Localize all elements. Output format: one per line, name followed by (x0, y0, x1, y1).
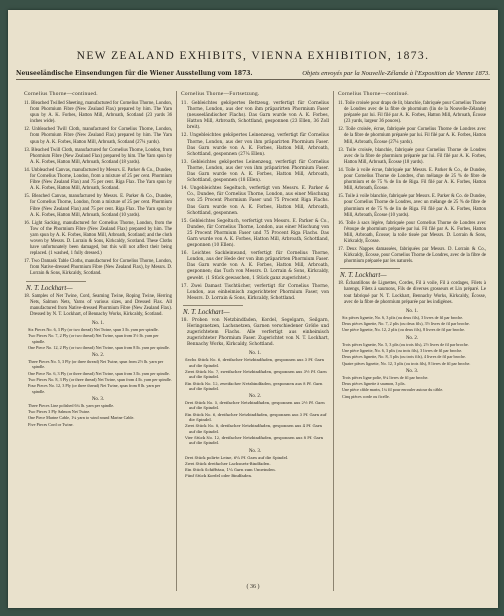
number-heading: No. 1. (405, 308, 419, 314)
list-item: Two Pieces No. 7, 2 Ply (or two thread) Net Twine, spun from 3½ lb. yarn per spindle. (28, 333, 159, 344)
exhibit-entry: 17. Two Damask Table Cloths, manufactured for Cornelius Thorne, London, from Native-dressed Phormium Fibre (New Zealand Flax), by Messrs. D. Lorrain & Sons, Kirkcaldy, Scotland. (24, 259, 172, 277)
page-title: NEW ZEALAND EXHIBITS, VIENNA EXHIBITION, 1873. (76, 50, 430, 62)
section-heading: N. T. Lockhart— (26, 281, 86, 292)
list-item: Deux pièces lignette, No. 7, 2 plis (ou deux fils), 3½ livres de fil par broche. (342, 321, 470, 327)
exhibit-entry: 13. Toile croisée, blanchie, fabriquée pour Cornelius Thorne de Londres avec de la fibre de phormium préparée par lui. Fil filé par A. K. Forbes, Hatton Mill, Arbroath, Écosse (18 yards). (338, 147, 486, 165)
column-heading: Cornelius Thorne—continué. (338, 91, 409, 97)
columns (20, 91, 490, 591)
list-item: Sechs Stück No. 6, dreifacher Netzbindfaden, gesponnen aus 3 Pf. Garn auf die Spindel. (185, 357, 325, 368)
list-item: Vier Stück No. 12, dreifacher Netzbindfaden, gesponnen aus 8 Pf. Garn auf die Spindel. (185, 434, 324, 446)
list-item: Quatre pièces lignette, No. 12, 3 plis (ou trois fils), 8 livres de fil par broche. (342, 360, 471, 366)
number-heading: No. 2. (405, 335, 419, 341)
page-header (16, 50, 490, 80)
page-number: ( 36 ) (246, 584, 260, 590)
list-item: Cinq pièces corde ou ficelle. (342, 393, 390, 399)
list-item: Fünf Stück Kordel oder Bindfaden. (185, 473, 253, 479)
list-item: Deux pièces lignette à saumon, 3 plis. (342, 381, 406, 387)
exhibit-entry: 18. Samples of Net Twine, Cord, Seaming Twine, Roping Twine, Herring Nets, Salmon Nets, Yarns of various sizes, and Dressed Flax. All manufactured from Native-dressed Phormium Fibre (New Zealand Flax). Dressed by N. T. Lockhart, of Bennachy Works, Kirkcaldy, Scotland. (24, 293, 172, 317)
exhibit-entry: 14. Ungebleichtes Segeltuch, verfertigt von Messrs. E. Parker & Co., Dundee, für Cornelius Thorne, London, aus einer Mischung von 25 Procent Phormium Faser und 75 Procent Riga Flachs. Das Garn wurde von A. K. Forbes, Hatton Mill, Arbroath, Schottland, gesponnen. (181, 186, 329, 216)
list-item: Six Pieces No. 6, 3 Ply (or two thread) Net Twine, spun 3 lb. yarn per spindle. (28, 326, 159, 332)
number-heading: No. 2. (248, 394, 262, 400)
list-item: Zwei Stück dreifacher Lachsnetz-Bindfaden. (185, 460, 271, 466)
exhibit-entry: 18. Proben von Netzbindfaden, Kordel, Segelgarn, Seilgarn, Heringsnetzen, Lachsnetzen, Garnen verschiedener Größe und zugerichtetem Flachs. Alle verfertigt aus einheimisch zugerichteter Phormium Faser. Zugerichtet von N. T. Lockhart, Bennachy Works, Kirkcaldy, Schottland. (181, 317, 329, 348)
list-item: Five Pieces Cord or Twine. (28, 421, 74, 427)
french-subtitle: Objets envoyés par la Nouvelle-Zélande à l'Exposition de Vienne 1873. (302, 70, 490, 77)
german-subtitle: Neuseeländische Einsendungen für die Wiener Ausstellung vom 1873. (16, 70, 253, 77)
list-item: Une pièce lignette, No. 12, 2 plis (ou deux fils), 8 livres de fil par broche. (342, 327, 466, 333)
exhibit-entry: 11. Toile croisée pour draps de lit, blanchie, fabriquée pour Cornelius Thorne de Londres avec de la fibre de phormium (lin de la Nouvelle-Zélande) préparée par lui. Fil filé par A. K. Forbes, Hatton Mill, Arbroath, Écosse (23 yards, largeur 36 pouces). (338, 101, 486, 125)
column-heading: Cornelius Thorne—Fortsetzung. (181, 91, 260, 97)
exhibit-entry: 12. Toile croisée, écrue, fabriquée pour Cornelius Thorne de Londres avec de la fibre de phormium préparée par lui. Fil filé par A. K. Forbes, Hatton Mill, Arbroath, Écosse (27¼ yards). (338, 127, 486, 145)
exhibit-entry: 16. Toile à sacs légère, fabriquée pour Cornelius Thorne de Londres avec l'étoupe de phormium préparée par lui. Fil filé par A. K. Forbes, Hatton Mill, Arbroath, Écosse; la toile tissée par Messrs. D. Lorrain & Sons, Kirkcaldy, Écosse. (338, 220, 486, 244)
column-heading: Cornelius Thorne—continued. (24, 91, 98, 97)
list-item: Three Pieces No. 5, 3 Ply (or three thread) Net Twine, spun from 2½ lb. yarn per spindle. (28, 359, 164, 370)
exhibit-entry: 15. Toile à voile blanchie, fabriquée par Messrs. E. Parker & Co. de Dundee, pour Cornelius Thorne de Londres, avec un mélange de 25 % de fibre de phormium et de 75 % de lin de Riga. Fil filé par A. K. Forbes, Hatton Mill, Arbroath, Écosse (10 yards). (338, 194, 486, 218)
subtitle-row (16, 70, 490, 80)
list-item: Ein Stück Schiffstau, 1¼ Garn zum Umwinden. (185, 467, 276, 473)
exhibit-entry: 15. Bleached Canvas, manufactured by Messrs. E. Parker & Co., Dundee, for Cornelius Thorne, London, from a mixture of 25 per cent. Phormium Fibre (New Zealand Flax) and 75 per cent. Riga Flax. The Yarn spun by A. K. Forbes, Hatton Mill, Arbroath, Scotland (10 yards). (24, 194, 172, 218)
list-item: Six pièces lignette, No. 6, 3 plis (ou deux fils), 3 livres de fil par broche. (342, 314, 464, 320)
exhibit-entry: 17. Deux Nappes damassées, fabriquées par Messrs. D. Lorrain & Co., Kirkcaldy, Écosse, pour Cornelius Thorne de Londres, avec de la fibre de phormium préparée par les naturels. (338, 247, 486, 265)
document-page (8, 10, 498, 608)
exhibit-entry: 12. Ungebleichtes geköpertes Leinenzeug, verfertigt für Cornelius Thorne, London, aus der von ihm präparirten Phormium Faser. Das Garn wurde von A. K. Forbes, Hatton Mill, Arbroath, Schottland, gesponnen (27¼ Ellen). (181, 133, 329, 157)
exhibit-entry: 16. Leichtes Sackleinwand, verfertigt für Cornelius Thorne, London, aus der Hede der von ihm präparirten Phormium Faser. Das Garn wurde von A. K. Forbes, Hatton Mill, Arbroath, gesponnen; das Tuch von Messrs. D. Lorrain & Sons, Kirkcaldy, gewebt. (1 Stück gewaschen, 1 Stück ganz zugerichtet.) (181, 251, 329, 281)
list-item: Ein Stück No. 12, zweifacher Netzbindfaden, gesponnen aus 8 Pf. Garn auf die Spindel. (185, 380, 323, 391)
list-item: Two Pieces No. 8, 3 Ply (or three thread) Net Twine, spun from 4 lb. yarn per spindle. (28, 376, 172, 382)
exhibit-entry: 18. Échantillons de Lignettes, Cordes, Fil à voile, Fil à cordages, Filets à harengs, Filets à saumons, Fils de diverses grosseurs et Lin préparé. Le tout fabriqué par N. T. Lockhart, Bennachy Works, Kirkcaldy, Écosse, avec de la fibre de phormium préparée par les indigènes. (338, 281, 486, 305)
number-heading: No. 3. (91, 396, 105, 402)
french-column (333, 91, 490, 591)
exhibit-entry: 14. Toile à voile écrue, fabriquée par Messrs. E. Parker & Co., de Dundee, pour Cornelius Thorne de Londres, d'un mélange de 25 % de fibre de phormium et de 75 % de lin de Riga. Fil filé par A. K. Forbes, Hatton Mill, Arbroath, Écosse. (338, 167, 486, 192)
list-item: Drei Stück polirte Leine, 6¼ Pf. Garn auf die Spindel. (185, 454, 289, 460)
number-heading: No. 3. (405, 368, 419, 374)
list-item: Four Pieces No. 12, 3 Ply (or three thread) Net Twine, spun from 8 lb. yarn per spindle. (28, 383, 161, 394)
list-item: One Piece No. 6, 3 Ply (or three thread) Net Twine, spun from 3 lb. yarn per spindle. (28, 370, 170, 376)
list-item: Trois pièces lignette, No. 5, 3 plis (ou trois fils), 2½ livres de fil par broche. (342, 341, 469, 347)
exhibit-entry: 13. Gebleichtes geköpertes Leinenzeug, verfertigt für Cornelius Thorne, London, aus der von ihm präparirten Phormium Faser. Das Garn wurde von A. K. Forbes, Hatton Mill, Arbroath, Schottland, gesponnen (18 Ellen). (181, 159, 329, 184)
number-heading: No. 1. (248, 351, 262, 357)
list-item: Une pièce lignette, No. 6, 3 plis (ou trois fils), 3 livres de fil par broche. (342, 347, 463, 353)
list-item: One Piece Marine Cable, 1¼ yarn to wind round Marine Cable. (28, 415, 135, 421)
exhibit-entry: 17. Zwei Damast Tischtücher, verfertigt für Cornelius Thorne, London, aus einheimisch zugerichteter Phormium Faser, von Messrs. D. Lorrain & Sons, Kirkcaldy, Schottland. (181, 283, 329, 301)
number-heading: No. 1. (91, 320, 105, 326)
german-column (176, 91, 333, 591)
section-heading: N. T. Lockhart— (340, 268, 400, 279)
section-heading: N. T. Lockhart— (183, 305, 243, 316)
list-item: Deux pièces lignette, No. 8, 3 plis (ou trois fils), 4 livres de fil par broche. (342, 354, 466, 360)
list-item: Une pièce câble marin, 1¼ fil pour enrouler autour du câble. (342, 387, 444, 393)
english-column (20, 91, 176, 591)
list-item: Zwei Stück No. 8, dreifacher Netzbindfaden, gesponnen aus 4 Pf. Garn auf die Spindel. (185, 423, 323, 434)
exhibit-entry: 11. Gebleichtes geköpertes Bettzeug, verfertigt für Cornelius Thorne, London, aus der von ihm präparirten Phormium Faser (neuseeländischer Flachs). Das Garn wurde von A. K. Forbes, Hatton Mill, Arbroath, Schottland, gesponnen (23 Ellen, 36 Zoll breit). (181, 101, 329, 131)
exhibit-entry: 12. Unbleached Twill Cloth, manufactured for Cornelius Thorne, London, from Phormium Fibre (New Zealand Flax) prepared by him. The Yarn spun by A. K. Forbes, Hatton Mill, Arbroath, Scotland (27¼ yards). (24, 127, 172, 145)
exhibit-entry: 13. Bleached Twill Cloth, manufactured for Cornelius Thorne, London, from Phormium Fibre (New Zealand Flax) prepared by him. The Yarn spun by A. K. Forbes, Hatton Mill, Arbroath, Scotland (18 yards). (24, 147, 172, 165)
exhibit-entry: 15. Gebleichtes Segeltuch, verfertigt von Messrs. E. Parker & Co., Dundee, für Cornelius Thorne, London, aus einer Mischung von 25 Procent Phormium Faser und 75 Procent Riga Flachs. Das Garn wurde von A. K. Forbes, Hatton Mill, Arbroath, Schottland, gesponnen (10 Ellen). (181, 218, 329, 249)
list-item: Three Pieces Line polished 6¼ lb. yarn per spindle. (28, 402, 115, 408)
list-item: Two Pieces 3 Ply Salmon Net Twine. (28, 409, 91, 415)
exhibit-entry: 11. Bleached Twilled Sheeting, manufactured for Cornelius Thorne, London, from Phormium Fibre (New Zealand Flax) prepared by him. The Yarn spun by A. K. Forbes, Hatton Mill, Arbroath, Scotland (23 yards 36 inches wide). (24, 101, 172, 125)
list-item: Zwei Stück No. 7, zweifacher Netzbindfaden, gesponnen aus 3½ Pf. Garn auf die Spindel. (185, 368, 327, 380)
list-item: Ein Stück No. 6, dreifacher Netzbindfaden, gesponnen aus 3 Pf. Garn auf die Spindel. (185, 411, 327, 423)
number-heading: No. 3. (248, 448, 262, 454)
list-item: One Piece No. 12, 2 Ply (or two thread) Net Twine, spun from 8 lb. yarn per spindle. (28, 344, 170, 350)
number-heading: No. 2. (91, 353, 105, 359)
list-item: Drei Stück No. 5, dreifacher Netzbindfaden, gesponnen aus 2½ Pf. Garn auf die Spindel. (185, 400, 325, 411)
exhibit-entry: 14. Unbleached Canvas, manufactured by Messrs. E. Parker & Co., Dundee, for Cornelius Thorne, London, from a mixture of 25 per cent. Phormium Fibre (New Zealand Flax) and 75 per cent. Riga Flax. The Yarn spun by A. K. Forbes, Hatton Mill, Arbroath, Scotland. (24, 167, 172, 192)
exhibit-entry: 16. Light Sacking, manufactured for Cornelius Thorne, London, from the Tow of the Phormium Fibre (New Zealand Flax) prepared by him. The yarn spun by A. K. Forbes, Hatton Mill, Arbroath, Scotland; and the cloth woven by Messrs. D. Lorrain & Sons, Kirkcaldy, Scotland. These Cloths have unfortunately been damaged, but this will not affect their being replaced. (1 washed, 1 fully dressed.) (24, 220, 172, 257)
list-item: Trois pièces ligne polie, 6¼ livres de fil par broche. (342, 374, 429, 380)
